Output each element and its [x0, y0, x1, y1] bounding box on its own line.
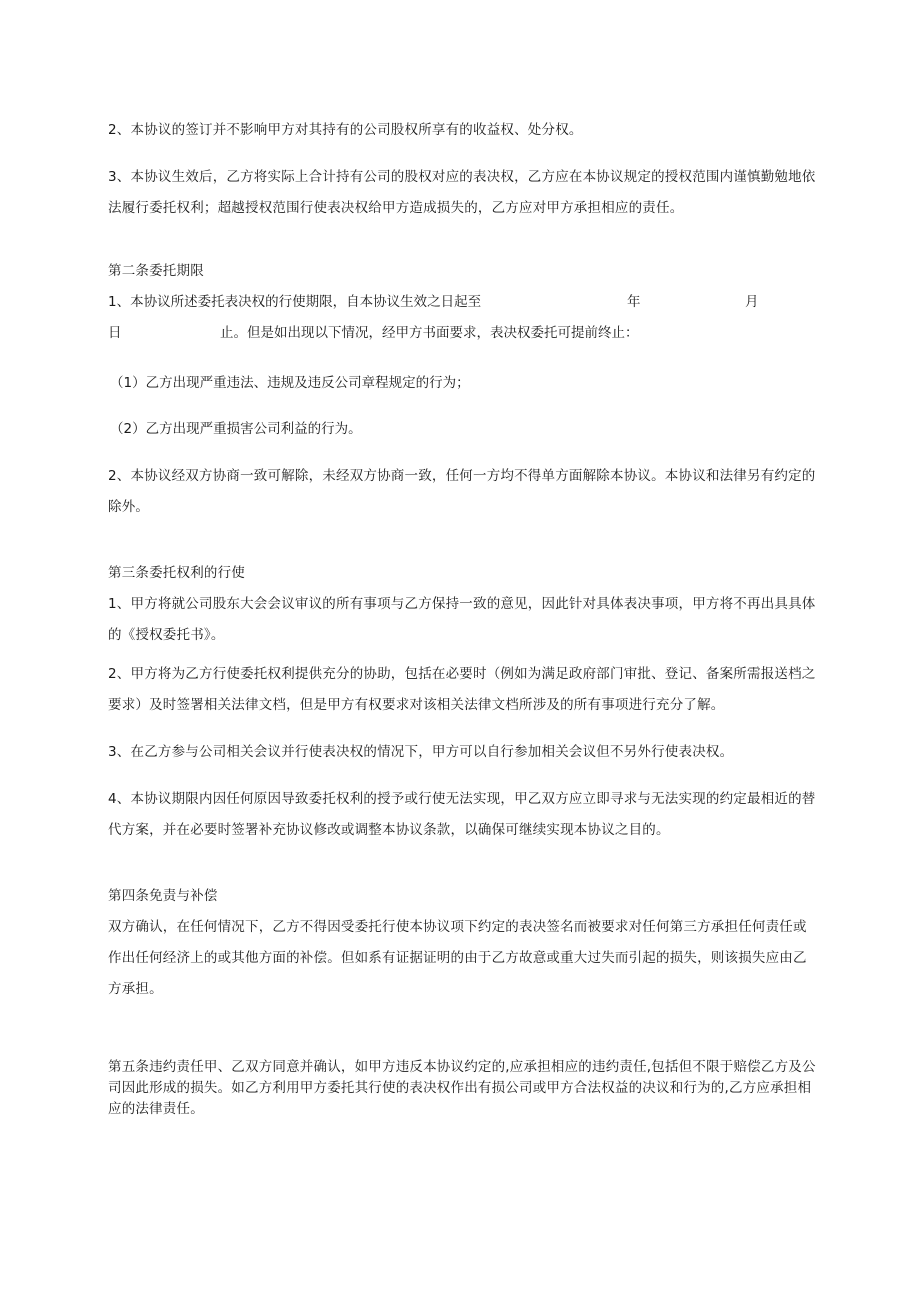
article2-year-label: 年	[627, 294, 641, 310]
article2-item-2: （2）乙方出现严重损害公司利益的行为。	[110, 421, 362, 437]
article2-title: 第二条委托期限	[108, 263, 204, 279]
article4-paragraph-1: 双方确认，在任何情况下，乙方不得因受委托行使本协议项下约定的表决签名而被要求对任何第三方承担任何责任或作出任何经济上的或其他方面的补偿。但如系有证据证明的由于乙方故意或重大过失而引起的损失，则该损失应由乙方承担。	[108, 919, 807, 997]
article1-paragraph-2: 2、本协议的签订并不影响甲方对其持有的公司股权所享有的收益权、处分权。	[108, 122, 583, 138]
article3-paragraph-1: 1、甲方将就公司股东大会会议审议的所有事项与乙方保持一致的意见，因此针对具体表决事项，甲方将不再出具具体的《授权委托书》。	[108, 596, 816, 643]
article2-month-label: 月	[745, 294, 759, 310]
article4-title: 第四条免责与补偿	[108, 888, 218, 904]
article1-paragraph-3: 3、本协议生效后，乙方将实际上合计持有公司的股权对应的表决权，乙方应在本协议规定的授权范围内谨慎勤勉地依法履行委托权利；超越授权范围行使表决权给甲方造成损失的，乙方应对甲方承担相应的责任。	[108, 169, 816, 216]
article5-paragraph-1: 第五条违约责任甲、乙双方同意并确认，如甲方违反本协议约定的,应承担相应的违约责任,包括但不限于赔偿乙方及公司因此形成的损失。如乙方利用甲方委托其行使的表决权作出有损公司或甲方合法权益的决议和行为的,乙方应承担相应的法律责任。	[108, 1059, 816, 1117]
article2-paragraph-1-start: 1、本协议所述委托表决权的行使期限，自本协议生效之日起至	[108, 294, 482, 310]
article2-paragraph-1-end: 止。但是如出现以下情况，经甲方书面要求，表决权委托可提前终止：	[220, 325, 639, 341]
article3-title: 第三条委托权利的行使	[108, 565, 245, 581]
article3-paragraph-4: 4、本协议期限内因任何原因导致委托权利的授予或行使无法实现，甲乙双方应立即寻求与无法实现的约定最相近的替代方案，并在必要时签署补充协议修改或调整本协议条款，以确保可继续实现本协议之目的。	[108, 791, 816, 838]
article3-paragraph-2: 2、甲方将为乙方行使委托权利提供充分的协助，包括在必要时（例如为满足政府部门审批、登记、备案所需报送档之要求）及时签署相关法律文档，但是甲方有权要求对该相关法律文档所涉及的所有事项进行充分了解。	[108, 666, 816, 713]
article2-paragraph-2: 2、本协议经双方协商一致可解除，未经双方协商一致，任何一方均不得单方面解除本协议。本协议和法律另有约定的除外。	[108, 468, 816, 515]
article2-item-1: （1）乙方出现严重违法、违规及违反公司章程规定的行为；	[110, 375, 470, 391]
article2-day-label: 日	[108, 325, 122, 341]
article3-paragraph-3: 3、在乙方参与公司相关会议并行使表决权的情况下，甲方可以自行参加相关会议但不另外行使表决权。	[108, 744, 734, 760]
